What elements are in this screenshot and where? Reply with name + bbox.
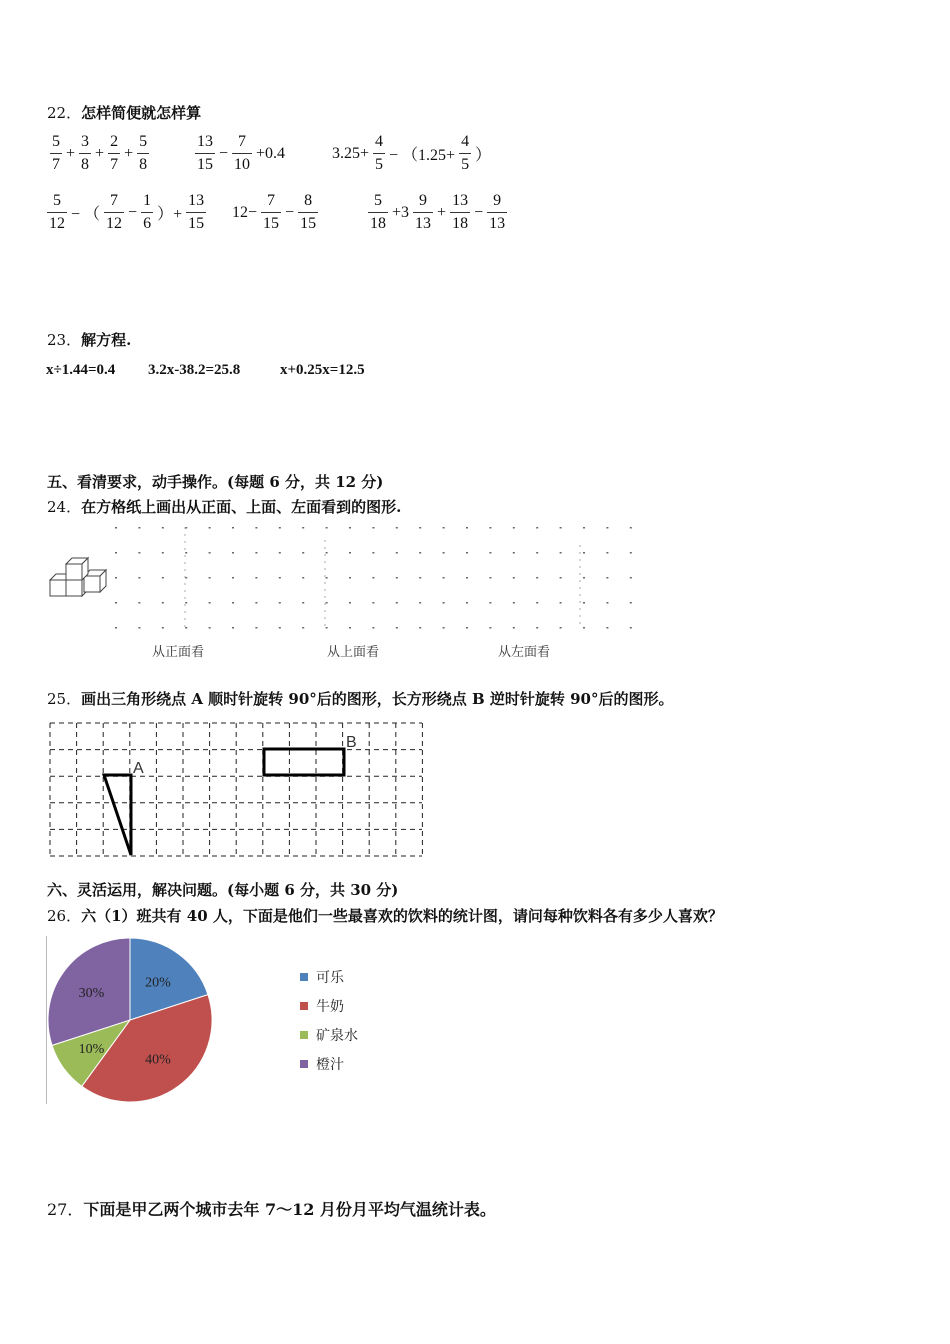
q23-title: 解方程. — [81, 331, 132, 349]
fraction: $\frac{13}{15}$ — [197, 133, 213, 173]
grid-dot — [396, 602, 398, 604]
grid-dot — [349, 552, 351, 554]
q25-heading — [47, 688, 674, 709]
grid-dot — [489, 627, 491, 629]
fraction: $\frac{3}{8}$ — [81, 133, 90, 173]
grid-dot — [302, 602, 304, 604]
grid-dot — [560, 577, 562, 579]
grid-dot — [232, 627, 234, 629]
grid-dot — [489, 602, 491, 604]
grid-dot — [185, 627, 187, 629]
q25-number: 25． — [47, 690, 82, 708]
grid-dot — [489, 527, 491, 529]
rectangle-shape — [264, 749, 344, 775]
fraction: $\frac{13}{18}$ — [452, 192, 469, 232]
fraction: $\frac{8}{15}$ — [300, 192, 317, 232]
fraction: $\frac{4}{5}$ — [461, 133, 470, 173]
q22-expr-4: $\frac{5}{12}$ − （ $\frac{7}{12}$ − $\frac{1}{6}$ ）+ $\frac{13}{15}$ — [49, 192, 205, 232]
grid-dot — [630, 577, 632, 579]
grid-dot — [536, 577, 538, 579]
grid-dot — [560, 602, 562, 604]
fraction: $\frac{7}{10}$ — [234, 133, 251, 173]
legend-swatch — [300, 1031, 308, 1039]
grid-dot — [396, 527, 398, 529]
fraction: $\frac{5}{18}$ — [370, 192, 386, 232]
grid-dot — [466, 627, 468, 629]
fraction: $\frac{7}{15}$ — [263, 192, 280, 232]
grid-dot — [583, 602, 585, 604]
q26-heading — [47, 905, 723, 926]
q26-title: 六（1）班共有 40 人，下面是他们一些最喜欢的饮料的统计图，请问每种饮料各有多少人喜欢？ — [81, 907, 723, 925]
grid-dot — [185, 552, 187, 554]
grid-dot — [536, 527, 538, 529]
fraction: $\frac{5}{7}$ — [52, 133, 60, 173]
grid-dot — [443, 527, 445, 529]
legend-swatch — [300, 1002, 308, 1010]
grid-dot — [349, 577, 351, 579]
grid-dot — [326, 527, 328, 529]
left-view-label: 从左面看 — [498, 645, 551, 660]
q23-equation-1: x÷1.44=0.4 — [46, 362, 116, 378]
grid-dot — [115, 527, 117, 529]
grid-dot — [560, 527, 562, 529]
grid-dot — [138, 627, 140, 629]
grid-dot — [372, 552, 374, 554]
q22-number: 22． — [47, 104, 82, 122]
grid-dot — [513, 602, 515, 604]
q22-heading — [47, 102, 201, 123]
grid-dot — [560, 627, 562, 629]
grid-dot — [513, 527, 515, 529]
grid-dot — [466, 577, 468, 579]
grid-dot — [209, 602, 211, 604]
q22-expr-1: $\frac{5}{7}$ + $\frac{3}{8}$ + $\frac{2}{7}$ + $\frac{5}{8}$ — [52, 133, 148, 173]
grid-dot — [443, 602, 445, 604]
pie-data-label: 20% — [145, 975, 171, 991]
section-6-title: 六、灵活运用，解决问题。(每小题 6 分，共 30 分) — [47, 881, 399, 899]
grid-dot — [326, 552, 328, 554]
q23-equation-3: x+0.25x=12.5 — [280, 362, 365, 378]
legend-item-cola: 可乐 — [300, 962, 358, 991]
grid-dot — [513, 577, 515, 579]
grid-dot — [115, 627, 117, 629]
fraction: $\frac{13}{15}$ — [188, 192, 205, 232]
grid-dot — [606, 552, 608, 554]
q24-figure — [0, 515, 950, 650]
grid-dot — [255, 602, 257, 604]
q27-title: 下面是甲乙两个城市去年 7～12 月份月平均气温统计表。 — [83, 1200, 496, 1219]
grid-dot — [138, 527, 140, 529]
legend-item-orange-juice: 橙汁 — [300, 1049, 358, 1078]
grid-dot — [372, 527, 374, 529]
dashed-grid — [50, 723, 422, 856]
pie-data-label: 30% — [78, 986, 105, 1002]
grid-dot — [606, 602, 608, 604]
legend-swatch — [300, 973, 308, 981]
grid-dot — [279, 602, 281, 604]
q26-number: 26． — [47, 907, 82, 925]
grid-dot — [302, 552, 304, 554]
grid-dot — [372, 577, 374, 579]
fraction: $\frac{9}{13}$ — [415, 192, 432, 232]
section-5-title: 五、看清要求，动手操作。(每题 6 分，共 12 分) — [47, 473, 384, 491]
q27-heading — [47, 1197, 496, 1220]
grid-dot — [115, 602, 117, 604]
q22-expr-2: $\frac{13}{15}$ − $\frac{7}{10}$ +0.4 — [197, 133, 286, 173]
grid-dot — [232, 552, 234, 554]
grid-dot — [255, 527, 257, 529]
grid-dot — [349, 627, 351, 629]
grid-dot — [466, 602, 468, 604]
grid-dot — [513, 627, 515, 629]
pie-chart — [46, 936, 216, 1106]
grid-dot — [489, 577, 491, 579]
grid-dot — [279, 577, 281, 579]
grid-dot — [419, 527, 421, 529]
pie-data-label: 10% — [78, 1041, 105, 1057]
q22-expr-5: 12− $\frac{7}{15}$ − $\frac{8}{15}$ — [232, 192, 317, 232]
q23-equation-2: 3.2x-38.2=25.8 — [148, 362, 241, 378]
grid-dot — [138, 552, 140, 554]
q22-expr-6: $\frac{5}{18}$ +3 $\frac{9}{13}$ + $\frac{13}{18}$ − $\frac{9}{13}$ — [370, 192, 506, 232]
legend-item-milk: 牛奶 — [300, 991, 358, 1020]
fraction: $\frac{1}{6}$ — [143, 192, 152, 232]
q25-grid-figure — [0, 715, 950, 865]
grid-dot — [583, 627, 585, 629]
q22-title: 怎样简便就怎样算 — [81, 104, 202, 122]
fraction: $\frac{4}{5}$ — [375, 133, 384, 173]
grid-dot — [630, 602, 632, 604]
square-grid-paper — [115, 527, 632, 629]
fraction: $\frac{7}{12}$ — [106, 192, 123, 232]
grid-dot — [138, 577, 140, 579]
grid-dot — [232, 527, 234, 529]
grid-dot — [443, 577, 445, 579]
grid-dot — [115, 577, 117, 579]
grid-dot — [232, 577, 234, 579]
grid-dot — [302, 527, 304, 529]
legend-item-mineral-water: 矿泉水 — [300, 1020, 358, 1049]
grid-dot — [419, 577, 421, 579]
grid-dot — [302, 627, 304, 629]
pie-data-label: 40% — [145, 1052, 171, 1068]
grid-dot — [115, 552, 117, 554]
q27-number: 27． — [47, 1200, 84, 1219]
q24-number: 24． — [47, 498, 82, 516]
grid-dot — [466, 527, 468, 529]
grid-dot — [349, 602, 351, 604]
grid-dot — [279, 527, 281, 529]
grid-dot — [443, 627, 445, 629]
q22-expr-3: 3.25+ $\frac{4}{5}$ − （1.25+ $\frac{4}{5}$ ） — [332, 133, 492, 173]
grid-dot — [255, 552, 257, 554]
grid-dot — [232, 602, 234, 604]
grid-dot — [209, 577, 211, 579]
grid-dot — [536, 602, 538, 604]
grid-dot — [606, 627, 608, 629]
grid-dot — [466, 552, 468, 554]
grid-dot — [209, 527, 211, 529]
grid-dot — [349, 527, 351, 529]
grid-dot — [583, 527, 585, 529]
grid-dot — [513, 552, 515, 554]
grid-dot — [372, 627, 374, 629]
fraction: $\frac{9}{13}$ — [489, 192, 506, 232]
grid-dot — [326, 602, 328, 604]
grid-dot — [583, 577, 585, 579]
grid-dot — [396, 552, 398, 554]
grid-dot — [419, 627, 421, 629]
pie-slices — [48, 938, 212, 1102]
grid-dot — [372, 602, 374, 604]
grid-dot — [396, 627, 398, 629]
grid-dot — [489, 552, 491, 554]
grid-dot — [396, 577, 398, 579]
grid-dot — [630, 527, 632, 529]
grid-dot — [279, 552, 281, 554]
fraction: $\frac{5}{12}$ — [49, 192, 65, 232]
grid-dot — [443, 552, 445, 554]
grid-dot — [209, 552, 211, 554]
grid-dot — [162, 577, 164, 579]
grid-dot — [630, 552, 632, 554]
q25-title: 画出三角形绕点 A 顺时针旋转 90°后的图形，长方形绕点 B 逆时针旋转 90°后的图形。 — [81, 690, 674, 708]
point-b-label: B — [346, 734, 357, 751]
grid-dot — [255, 627, 257, 629]
grid-dot — [162, 627, 164, 629]
grid-dot — [326, 627, 328, 629]
grid-dot — [419, 602, 421, 604]
q24-title: 在方格纸上画出从正面、上面、左面看到的图形. — [81, 498, 402, 516]
grid-dot — [162, 552, 164, 554]
fraction: $\frac{5}{8}$ — [139, 133, 148, 173]
q24-heading — [47, 496, 401, 517]
cube-stack-drawing — [50, 558, 106, 596]
grid-dot — [279, 627, 281, 629]
triangle-shape — [104, 775, 131, 855]
grid-dot — [606, 577, 608, 579]
grid-dot — [162, 602, 164, 604]
legend-swatch — [300, 1060, 308, 1068]
grid-dot — [630, 627, 632, 629]
grid-dot — [302, 577, 304, 579]
grid-dot — [326, 577, 328, 579]
point-a-label: A — [133, 760, 144, 777]
top-view-label: 从上面看 — [327, 645, 380, 660]
grid-dot — [560, 552, 562, 554]
chart-legend — [300, 962, 358, 1078]
grid-dot — [583, 552, 585, 554]
grid-dot — [162, 527, 164, 529]
grid-dot — [606, 527, 608, 529]
grid-dot — [138, 602, 140, 604]
grid-dot — [419, 552, 421, 554]
grid-dot — [255, 577, 257, 579]
fraction: $\frac{2}{7}$ — [110, 133, 119, 173]
grid-dot — [536, 552, 538, 554]
grid-dot — [185, 602, 187, 604]
grid-dot — [209, 627, 211, 629]
q23-number: 23． — [47, 331, 82, 349]
q23-heading — [47, 329, 131, 350]
front-view-label: 从正面看 — [152, 645, 205, 660]
grid-dot — [536, 627, 538, 629]
